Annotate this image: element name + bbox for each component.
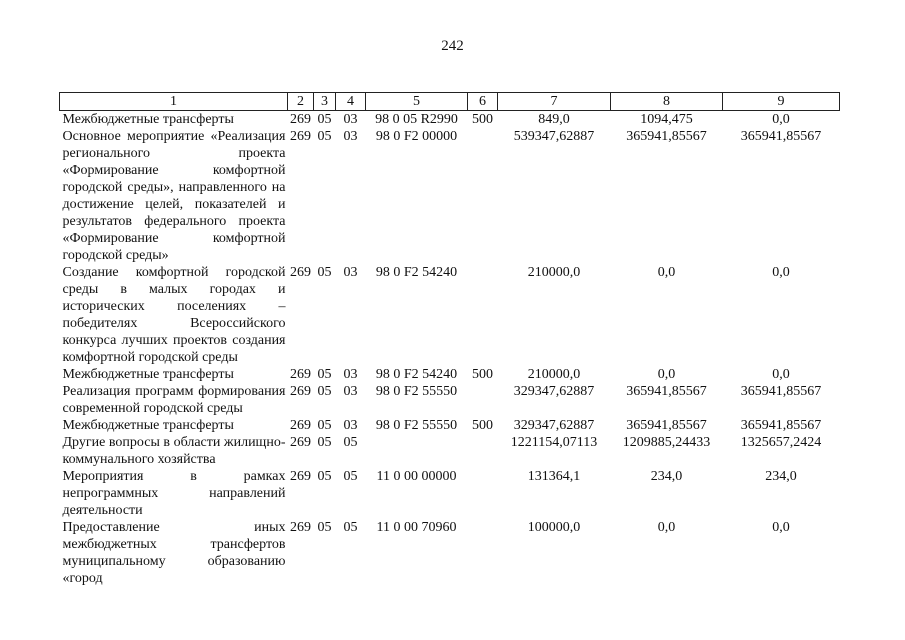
row-section: 05 (317, 367, 332, 382)
row-amount-col8: 365941,85567 (626, 129, 707, 144)
header-col-4: 4 (336, 93, 366, 111)
row-expense-type: 500 (472, 418, 493, 433)
row-amount-col7: 849,0 (538, 112, 570, 127)
row-amount-col8: 0,0 (657, 367, 676, 382)
row-amount-col8: 1094,475 (640, 112, 693, 127)
row-amount-col7: 100000,0 (527, 520, 581, 535)
row-target-article: 98 0 F2 55550 (375, 418, 458, 433)
table-body (60, 111, 840, 588)
table-row (60, 434, 840, 468)
table-row (60, 383, 840, 417)
row-target-article (366, 434, 468, 468)
row-expense-type (468, 383, 498, 417)
header-col-3: 3 (314, 93, 336, 111)
row-name: Межбюджетные трансферты (62, 418, 234, 433)
row-gr-code: 269 (290, 112, 311, 127)
row-target-article: 11 0 00 00000 (376, 469, 457, 484)
row-amount-col9: 0,0 (772, 367, 790, 382)
row-amount-col9: 365941,85567 (740, 129, 822, 144)
row-expense-type (468, 434, 498, 468)
row-subsection: 03 (343, 384, 358, 399)
row-amount-col8: 0,0 (657, 520, 676, 535)
row-gr-code: 269 (290, 384, 311, 399)
table-row (60, 468, 840, 519)
row-name: Межбюджетные трансферты (62, 112, 234, 127)
row-expense-type (468, 264, 498, 366)
row-subsection: 05 (343, 469, 358, 484)
row-amount-col7: 1221154,07113 (510, 435, 598, 450)
row-section: 05 (317, 435, 332, 450)
table-row (60, 519, 840, 587)
row-gr-code: 269 (290, 265, 311, 280)
row-section: 05 (317, 129, 332, 144)
row-section: 05 (317, 384, 332, 399)
budget-table (59, 92, 840, 587)
row-gr-code: 269 (290, 418, 311, 433)
row-amount-col8: 0,0 (657, 265, 676, 280)
table-row (60, 264, 840, 366)
row-subsection: 03 (343, 418, 358, 433)
row-amount-col7: 131364,1 (527, 469, 581, 484)
row-expense-type (468, 128, 498, 264)
row-section: 05 (317, 520, 332, 535)
row-target-article: 98 0 F2 54240 (375, 265, 458, 280)
header-col-1: 1 (60, 93, 288, 111)
row-amount-col7: 210000,0 (527, 367, 581, 382)
header-col-7: 7 (498, 93, 611, 111)
row-section: 05 (317, 112, 332, 127)
row-amount-col9: 0,0 (772, 520, 790, 535)
row-amount-col7: 329347,62887 (513, 418, 595, 433)
row-gr-code: 269 (290, 129, 311, 144)
row-amount-col7: 329347,62887 (513, 384, 595, 399)
row-amount-col9: 365941,85567 (740, 418, 822, 433)
header-row (60, 93, 840, 111)
row-name: Другие вопросы в области жилищно-коммунального хозяйства (62, 435, 286, 467)
row-gr-code: 269 (290, 367, 311, 382)
row-amount-col7: 539347,62887 (513, 129, 595, 144)
row-target-article: 11 0 00 70960 (376, 520, 457, 535)
header-col-9: 9 (723, 93, 840, 111)
row-subsection: 03 (343, 265, 358, 280)
header-col-8: 8 (611, 93, 723, 111)
row-name: Основное мероприятие «Реализация регионального проекта «Формирование комфортной городской среды», направленного на достижение целей, показателей и результатов федерального проекта «Формирование комфортной городской среды» (62, 129, 286, 263)
row-gr-code: 269 (290, 469, 311, 484)
row-target-article: 98 0 05 R2990 (375, 112, 458, 127)
table-header (60, 93, 840, 111)
row-subsection: 05 (343, 520, 358, 535)
row-subsection: 03 (343, 112, 358, 127)
row-gr-code: 269 (290, 520, 311, 535)
row-name: Реализация программ формирования современной городской среды (62, 384, 286, 416)
row-target-article: 98 0 F2 55550 (375, 384, 458, 399)
header-col-2: 2 (288, 93, 314, 111)
table-row (60, 128, 840, 264)
row-amount-col8: 365941,85567 (626, 384, 707, 399)
row-amount-col8: 1209885,24433 (622, 435, 711, 450)
row-amount-col9: 0,0 (772, 112, 790, 127)
row-amount-col7: 210000,0 (527, 265, 581, 280)
row-section: 05 (317, 469, 332, 484)
page-number: 242 (441, 38, 464, 54)
row-subsection: 05 (343, 435, 358, 450)
row-target-article: 98 0 F2 00000 (375, 129, 458, 144)
row-amount-col9: 1325657,2424 (740, 435, 822, 450)
row-expense-type (468, 468, 498, 519)
table-row (60, 111, 840, 129)
table-row (60, 366, 840, 383)
table-row (60, 417, 840, 434)
row-section: 05 (317, 418, 332, 433)
row-amount-col8: 234,0 (650, 469, 683, 484)
row-amount-col9: 234,0 (765, 469, 797, 484)
row-name: Мероприятия в рамках непрограммных направлений деятельности (62, 469, 286, 518)
header-col-6: 6 (468, 93, 498, 111)
row-target-article: 98 0 F2 54240 (375, 367, 458, 382)
row-amount-col8: 365941,85567 (626, 418, 707, 433)
row-expense-type: 500 (472, 367, 493, 382)
row-gr-code: 269 (290, 435, 311, 450)
row-subsection: 03 (343, 129, 358, 144)
row-subsection: 03 (343, 367, 358, 382)
row-expense-type: 500 (472, 112, 493, 127)
row-section: 05 (317, 265, 332, 280)
row-amount-col9: 0,0 (772, 265, 790, 280)
row-expense-type (468, 519, 498, 587)
row-name: Создание комфортной городской среды в малых городах и исторических поселениях – победителях Всероссийского конкурса лучших проектов создания комфортной городской среды (62, 265, 286, 365)
row-name: Предоставление иных межбюджетных трансфертов муниципальному образованию «город (62, 520, 286, 586)
header-col-5: 5 (366, 93, 468, 111)
row-amount-col9: 365941,85567 (740, 384, 822, 399)
row-name: Межбюджетные трансферты (62, 367, 234, 382)
